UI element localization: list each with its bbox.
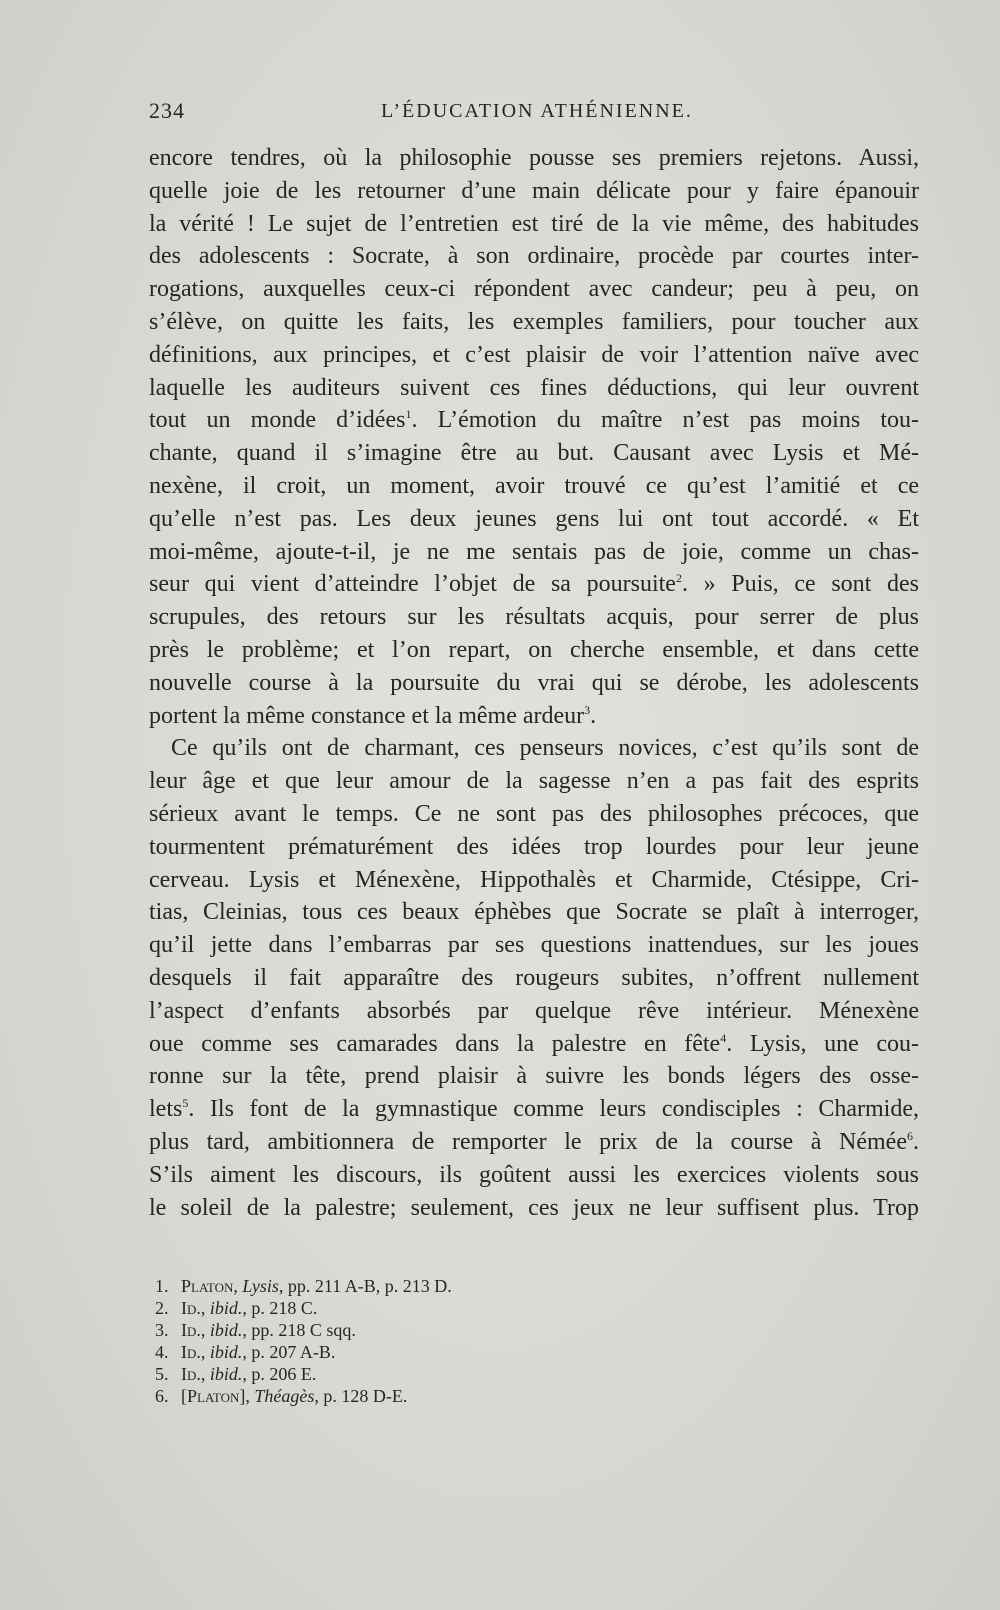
footnote: 3. Id., ibid., pp. 218 C sqq. <box>155 1320 356 1340</box>
body-text <box>149 142 919 1224</box>
footnote-ref: 2 <box>675 571 682 586</box>
text-line: lets$^5$. Ils font de la gymnastique comme leurs condisciples : Charmide, <box>149 1096 919 1123</box>
text-line: seur qui vient d’atteindre l’objet de sa poursuite$^2$. » Puis, ce sont des <box>149 571 919 598</box>
text-line: qu’il jette dans l’embarras par ses questions inattendues, sur les joues <box>149 932 919 959</box>
text-line: s’élève, on quitte les faits, les exemples familiers, pour toucher aux <box>149 308 919 335</box>
footnote: 6. [Platon], Théagès, p. 128 D-E. <box>155 1386 408 1406</box>
text-line: la vérité ! Le sujet de l’entretien est tiré de la vie même, des habitudes <box>149 210 919 237</box>
footnote: 4. Id., ibid., p. 207 A-B. <box>155 1342 336 1362</box>
text-line: définitions, aux principes, et c’est plaisir de voir l’attention naïve avec <box>149 341 919 368</box>
text-line: rogations, auxquelles ceux-ci répondent avec candeur; peu à peu, on <box>149 276 919 303</box>
footnote-ref: 5 <box>182 1096 189 1111</box>
text-line: chante, quand il s’imagine être au but. Causant avec Lysis et Mé- <box>149 440 919 467</box>
text-line: moi-même, ajoute-t-il, je ne me sentais pas de joie, comme un chas- <box>149 538 919 565</box>
text-line: scrupules, des retours sur les résultats acquis, pour serrer de plus <box>149 604 919 631</box>
text-line: sérieux avant le temps. Ce ne sont pas des philosophes précoces, que <box>149 800 919 827</box>
text-line: plus tard, ambitionnera de remporter le prix de la course à Némée$^6$. <box>149 1128 919 1155</box>
footnote-ref: 4 <box>720 1030 727 1045</box>
text-line: tourmentent prématurément des idées trop lourdes pour leur jeune <box>149 833 919 860</box>
page-number: 234 <box>149 98 185 123</box>
text-line: encore tendres, où la philosophie pousse ses premiers rejetons. Aussi, <box>149 145 919 171</box>
text-line: près le problème; et l’on repart, on cherche ensemble, et dans cette <box>149 636 919 663</box>
text-line: S’ils aiment les discours, ils goûtent aussi les exercices violents sous <box>149 1161 919 1188</box>
text-line: laquelle les auditeurs suivent ces fines déductions, qui leur ouvrent <box>149 374 919 401</box>
footnotes <box>155 1275 755 1407</box>
text-line: desquels il fait apparaître des rougeurs subites, n’offrent nullement <box>149 964 919 991</box>
text-line: quelle joie de les retourner d’une main délicate pour y faire épanouir <box>149 177 919 204</box>
footnote-ref: 6 <box>907 1128 913 1143</box>
text-line: nouvelle course à la poursuite du vrai qui se dérobe, les adolescents <box>149 669 919 696</box>
text-line: leur âge et que leur amour de la sagesse n’en a pas fait des esprits <box>149 768 919 795</box>
text-line: cerveau. Lysis et Ménexène, Hippothalès et Charmide, Ctésippe, Cri- <box>149 866 919 893</box>
page-header <box>149 98 919 130</box>
text-line: Ce qu’ils ont de charmant, ces penseurs novices, c’est qu’ils sont de <box>171 735 919 762</box>
text-line: qu’elle n’est pas. Les deux jeunes gens lui ont tout accordé. « Et <box>149 505 919 532</box>
text-line: des adolescents : Socrate, à son ordinaire, procède par courtes inter- <box>149 243 919 270</box>
footnote: 5. Id., ibid., p. 206 E. <box>155 1364 317 1384</box>
footnote-ref: 3 <box>584 702 591 717</box>
text-line: tout un monde d’idées$^1$. L’émotion du maître n’est pas moins tou- <box>149 407 919 434</box>
running-title: L’ÉDUCATION ATHÉNIENNE. <box>381 100 693 122</box>
footnote-ref: 1 <box>405 407 412 422</box>
text-line: oue comme ses camarades dans la palestre en fête$^4$. Lysis, une cou- <box>149 1030 919 1057</box>
footnote: 1. Platon, Lysis, pp. 211 A-B, p. 213 D. <box>155 1276 452 1296</box>
text-line: tias, Cleinias, tous ces beaux éphèbes que Socrate se plaît à interroger, <box>149 899 919 926</box>
text-line: portent la même constance et la même ardeur$^3$. <box>149 702 597 729</box>
footnote: 2. Id., ibid., p. 218 C. <box>155 1298 318 1318</box>
text-line: l’aspect d’enfants absorbés par quelque rêve intérieur. Ménexène <box>149 997 919 1024</box>
text-line: nexène, il croit, un moment, avoir trouvé ce qu’est l’amitié et ce <box>149 472 919 499</box>
text-line: ronne sur la tête, prend plaisir à suivre les bonds légers des osse- <box>149 1063 919 1090</box>
text-line: le soleil de la palestre; seulement, ces jeux ne leur suffisent plus. Trop <box>149 1194 919 1221</box>
